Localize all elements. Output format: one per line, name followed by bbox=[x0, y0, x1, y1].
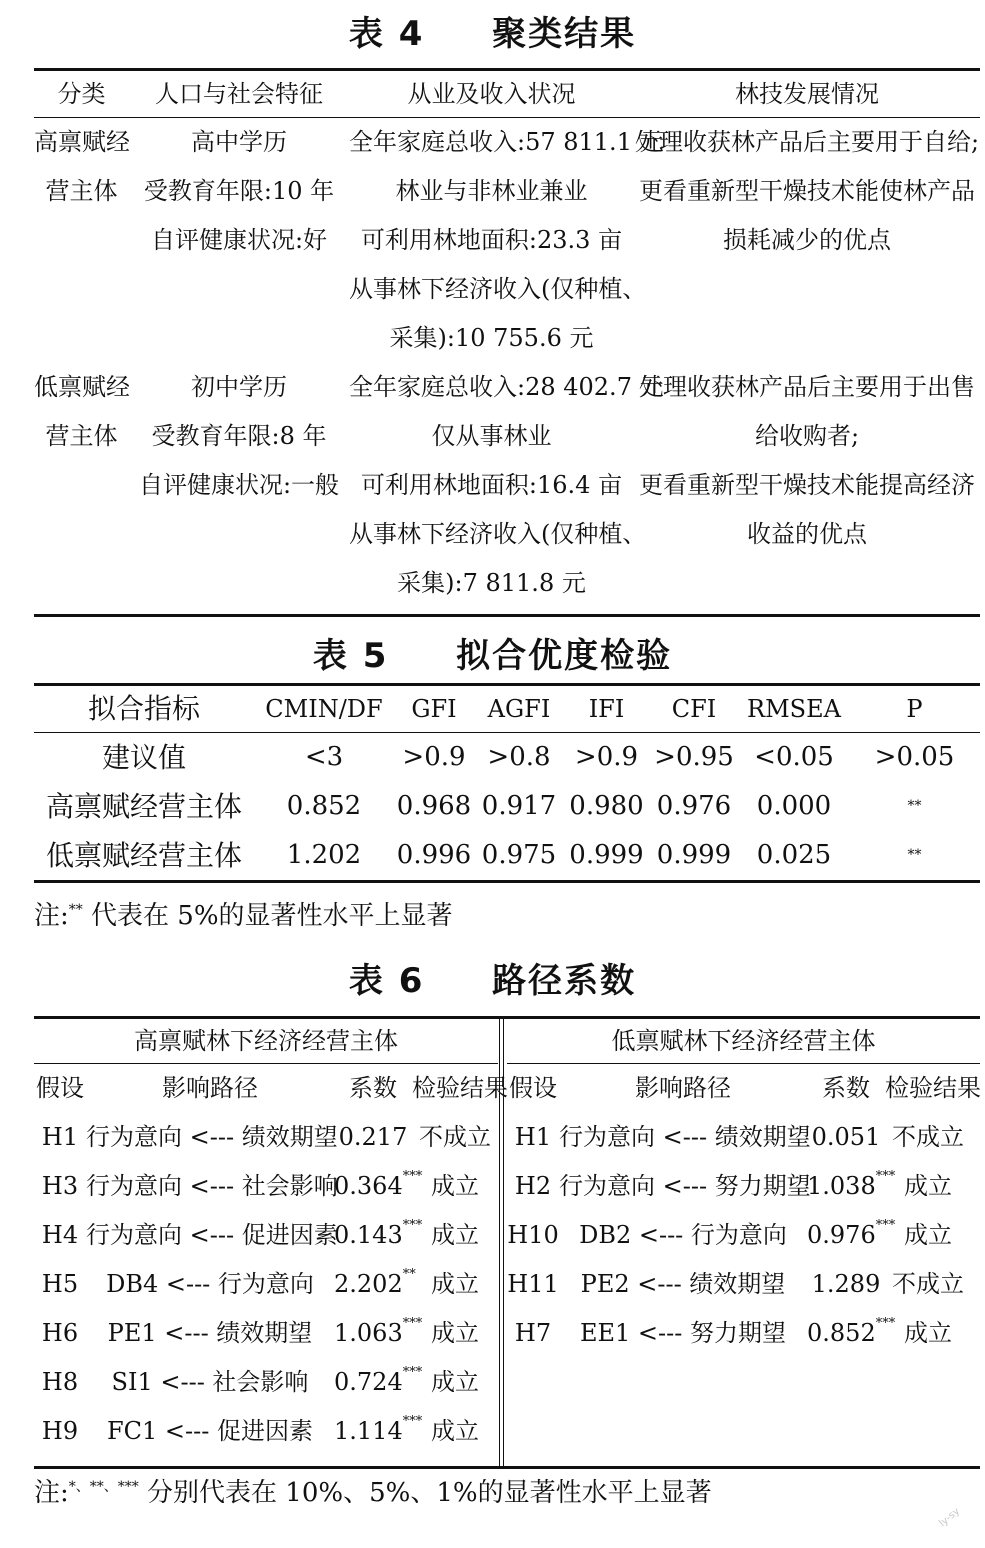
table4-social-item: 初中学历 bbox=[191, 373, 287, 401]
influence-path: PE2 <--- 绩效期望 bbox=[580, 1270, 786, 1298]
coefficient-value: 0.724 bbox=[334, 1368, 403, 1396]
table5-cell: 0.980 bbox=[569, 791, 644, 821]
table6-header-cell: 影响路径 bbox=[635, 1074, 731, 1102]
note-prefix: 注: bbox=[34, 901, 69, 931]
coefficient bbox=[807, 1309, 896, 1358]
table6-header-cell: 系数 bbox=[822, 1074, 870, 1102]
table4-tech-item: 更看重新型干燥技术能提高经济 bbox=[639, 471, 975, 499]
hypothesis-id: H11 bbox=[507, 1270, 559, 1298]
coefficient bbox=[334, 1162, 423, 1211]
test-result: 成立 bbox=[904, 1172, 952, 1200]
significance-stars: *** bbox=[402, 1169, 423, 1184]
significance-stars: *** bbox=[402, 1414, 423, 1429]
coefficient bbox=[807, 1260, 885, 1309]
coefficient-value: 0.217 bbox=[338, 1123, 408, 1151]
coefficient bbox=[807, 1211, 896, 1260]
significance-stars: *** bbox=[402, 1316, 423, 1331]
coefficient-value: 1.289 bbox=[811, 1270, 881, 1298]
influence-path: FC1 <--- 促进因素 bbox=[107, 1417, 313, 1445]
hypothesis-id: H5 bbox=[41, 1270, 79, 1298]
table5 bbox=[34, 683, 980, 883]
table4-tech-item: 更看重新型干燥技术能使林产品 bbox=[639, 177, 975, 205]
table5-cell: 0.999 bbox=[656, 840, 732, 870]
hypothesis-id: H3 bbox=[41, 1172, 79, 1200]
table5-cell: >0.05 bbox=[874, 742, 955, 772]
table5-cell: 0.999 bbox=[569, 840, 644, 870]
table6-row bbox=[507, 1309, 980, 1358]
table6-left-panel bbox=[34, 1019, 508, 1466]
significance-stars: *** bbox=[875, 1169, 896, 1184]
coefficient-value: 1.038 bbox=[807, 1172, 876, 1200]
coefficient-value: 0.976 bbox=[807, 1221, 876, 1249]
table5-title-text: 拟合优度检验 bbox=[456, 636, 673, 676]
table5-header-cell: AGFI bbox=[487, 695, 551, 723]
significance-stars: *** bbox=[402, 1218, 423, 1233]
table6-header-cell: 假设 bbox=[509, 1074, 557, 1102]
table6-header-cell: 检验结果 bbox=[885, 1074, 981, 1102]
table4-bottom-rule bbox=[34, 614, 980, 617]
table6 bbox=[34, 1016, 980, 1469]
table5-header-cell: CMIN/DF bbox=[265, 695, 383, 723]
test-result: 不成立 bbox=[892, 1123, 964, 1151]
table4-income-item: 仅从事林业 bbox=[431, 422, 552, 450]
table6-title-number: 表 6 bbox=[348, 961, 425, 1001]
table4-group-high bbox=[34, 118, 980, 363]
table5-header-cell: 拟合指标 bbox=[87, 692, 200, 725]
table4-header-cell: 从业及收入状况 bbox=[407, 80, 576, 108]
hypothesis-id: H1 bbox=[41, 1123, 79, 1151]
table6-row bbox=[507, 1260, 980, 1309]
test-result: 成立 bbox=[431, 1270, 479, 1298]
coefficient-value: 2.202 bbox=[334, 1270, 403, 1298]
table6-row bbox=[507, 1162, 980, 1211]
table4-category-label: 低禀赋经 bbox=[34, 373, 130, 401]
table4-tech-item: 收益的优点 bbox=[747, 520, 867, 548]
table6-title-text: 路径系数 bbox=[492, 961, 637, 1001]
table5-row-label: 低禀赋经营主体 bbox=[45, 839, 242, 872]
table6-row bbox=[507, 1211, 980, 1260]
table5-title-number: 表 5 bbox=[312, 636, 389, 676]
influence-path: 行为意向 <--- 促进因素 bbox=[86, 1221, 338, 1249]
note-text: 分别代表在 10%、5%、1%的显著性水平上显著 bbox=[138, 1478, 712, 1508]
table5-header-cell: CFI bbox=[671, 695, 717, 723]
table4-income-item: 采集):10 755.6 元 bbox=[389, 324, 594, 352]
coefficient-value: 0.051 bbox=[811, 1123, 881, 1151]
note-text: 代表在 5%的显著性水平上显著 bbox=[82, 901, 453, 931]
table5-cell: 0.917 bbox=[481, 791, 557, 821]
table6-row bbox=[34, 1407, 498, 1456]
table6-column-divider bbox=[499, 1019, 504, 1466]
hypothesis-id: H1 bbox=[514, 1123, 552, 1151]
table4-tech-item: 损耗减少的优点 bbox=[723, 226, 891, 254]
hypothesis-id: H7 bbox=[514, 1319, 552, 1347]
watermark: ly-sy bbox=[937, 1505, 963, 1530]
test-result: 成立 bbox=[431, 1221, 479, 1249]
table4-social-item: 自评健康状况:一般 bbox=[138, 471, 340, 499]
table5-cell: >0.8 bbox=[487, 742, 551, 772]
note-prefix: 注: bbox=[34, 1478, 69, 1508]
hypothesis-id: H6 bbox=[41, 1319, 79, 1347]
table5-header-cell: IFI bbox=[588, 695, 625, 723]
significance-stars: *** bbox=[875, 1316, 896, 1331]
table5-cell: <3 bbox=[304, 742, 344, 772]
coefficient bbox=[334, 1358, 423, 1407]
table4-category-label: 营主体 bbox=[45, 177, 118, 205]
table5-header-cell: GFI bbox=[411, 695, 457, 723]
table4-income-item: 可利用林地面积:16.4 亩 bbox=[360, 471, 623, 499]
table5-row-recommended bbox=[34, 733, 980, 782]
table4-title-text: 聚类结果 bbox=[492, 14, 637, 54]
table6-row bbox=[34, 1358, 498, 1407]
table6-header-row bbox=[507, 1064, 980, 1113]
table4-header-row bbox=[34, 71, 980, 118]
significance-stars: *** bbox=[875, 1218, 896, 1233]
influence-path: DB4 <--- 行为意向 bbox=[106, 1270, 314, 1298]
table4-income-item: 从事林下经济收入(仅种植、 bbox=[349, 520, 647, 548]
table4-category-label: 高禀赋经 bbox=[34, 128, 130, 156]
coefficient bbox=[334, 1407, 423, 1456]
coefficient bbox=[334, 1309, 423, 1358]
influence-path: 行为意向 <--- 绩效期望 bbox=[86, 1123, 338, 1151]
table4-social-item: 自评健康状况:好 bbox=[150, 226, 328, 254]
influence-path: SI1 <--- 社会影响 bbox=[111, 1368, 309, 1396]
table4-income-item: 采集):7 811.8 元 bbox=[397, 569, 586, 597]
table5-cell: >0.9 bbox=[402, 742, 466, 772]
table6-row bbox=[34, 1113, 498, 1162]
coefficient bbox=[334, 1260, 416, 1309]
table5-significance-stars: ** bbox=[907, 798, 922, 814]
table5-header-row bbox=[34, 686, 980, 733]
table4-header-cell: 人口与社会特征 bbox=[155, 80, 323, 108]
table6-row bbox=[34, 1309, 498, 1358]
hypothesis-id: H9 bbox=[41, 1417, 79, 1445]
test-result: 成立 bbox=[431, 1417, 479, 1445]
table4-group-low bbox=[34, 363, 980, 608]
table5-cell: 0.852 bbox=[286, 791, 362, 821]
test-result: 成立 bbox=[431, 1172, 479, 1200]
table5-row-label: 高禀赋经营主体 bbox=[45, 790, 242, 823]
significance-stars: *** bbox=[402, 1365, 423, 1380]
table5-cell: >0.9 bbox=[574, 742, 639, 772]
influence-path: EE1 <--- 努力期望 bbox=[579, 1319, 786, 1347]
coefficient bbox=[334, 1113, 412, 1162]
hypothesis-id: H2 bbox=[514, 1172, 552, 1200]
table5-header-cell: P bbox=[906, 695, 923, 723]
table4-tech-item: 处理收获林产品后主要用于自给; bbox=[634, 128, 980, 156]
coefficient-value: 0.143 bbox=[334, 1221, 403, 1249]
table5-header-cell: RMSEA bbox=[747, 695, 841, 723]
note-stars: *、**、*** bbox=[68, 1479, 139, 1495]
note-stars: ** bbox=[68, 902, 83, 918]
table4-social-item: 受教育年限:10 年 bbox=[143, 177, 335, 205]
coefficient bbox=[807, 1162, 896, 1211]
table5-cell: <0.05 bbox=[754, 742, 834, 772]
test-result: 成立 bbox=[904, 1319, 952, 1347]
hypothesis-id: H4 bbox=[41, 1221, 79, 1249]
influence-path: PE1 <--- 绩效期望 bbox=[107, 1319, 313, 1347]
table6-header-row bbox=[34, 1064, 508, 1113]
hypothesis-id: H8 bbox=[41, 1368, 79, 1396]
table5-row-low bbox=[34, 831, 980, 880]
table5-cell: 0.976 bbox=[656, 791, 732, 821]
table6-title bbox=[0, 953, 985, 999]
table5-cell: 0.996 bbox=[396, 840, 472, 870]
test-result: 成立 bbox=[431, 1368, 479, 1396]
influence-path: 行为意向 <--- 努力期望 bbox=[559, 1172, 811, 1200]
table4-title bbox=[0, 6, 985, 52]
table4-income-item: 可利用林地面积:23.3 亩 bbox=[360, 226, 623, 254]
table6-row bbox=[34, 1162, 498, 1211]
table4-income-item: 全年家庭总收入:57 811.1 元 bbox=[349, 128, 664, 156]
table6-header-cell: 检验结果 bbox=[412, 1074, 508, 1102]
test-result: 不成立 bbox=[892, 1270, 964, 1298]
table5-row-high bbox=[34, 782, 980, 831]
table6-note bbox=[34, 1472, 712, 1509]
table5-cell: 0.025 bbox=[756, 840, 832, 870]
table4 bbox=[34, 68, 980, 617]
table6-row bbox=[34, 1211, 498, 1260]
table4-title-number: 表 4 bbox=[348, 14, 425, 54]
table5-note bbox=[34, 895, 453, 932]
table4-social-item: 高中学历 bbox=[191, 128, 287, 156]
coefficient-value: 0.852 bbox=[807, 1319, 876, 1347]
table5-title bbox=[0, 628, 985, 674]
table6-header-cell: 影响路径 bbox=[162, 1074, 258, 1102]
table5-cell: 0.975 bbox=[481, 840, 557, 870]
test-result: 成立 bbox=[904, 1221, 952, 1249]
significance-stars: ** bbox=[402, 1267, 416, 1282]
table5-cell: >0.95 bbox=[654, 742, 734, 772]
table5-row-label: 建议值 bbox=[101, 741, 186, 774]
table4-income-item: 林业与非林业兼业 bbox=[395, 177, 588, 205]
table6-row bbox=[34, 1260, 498, 1309]
table6-row bbox=[507, 1113, 980, 1162]
table4-header-cell: 林技发展情况 bbox=[735, 80, 879, 108]
coefficient bbox=[334, 1211, 423, 1260]
test-result: 不成立 bbox=[419, 1123, 491, 1151]
table4-income-item: 全年家庭总收入:28 402.7 元 bbox=[349, 373, 664, 401]
table5-cell: 0.000 bbox=[756, 791, 832, 821]
table4-income-item: 从事林下经济收入(仅种植、 bbox=[349, 275, 647, 303]
table4-tech-item: 给收购者; bbox=[754, 422, 860, 450]
table4-social-item: 受教育年限:8 年 bbox=[151, 422, 327, 450]
influence-path: 行为意向 <--- 绩效期望 bbox=[559, 1123, 811, 1151]
table5-bottom-rule bbox=[34, 880, 980, 883]
influence-path: DB2 <--- 行为意向 bbox=[579, 1221, 787, 1249]
coefficient-value: 1.063 bbox=[334, 1319, 403, 1347]
coefficient-value: 0.364 bbox=[334, 1172, 403, 1200]
hypothesis-id: H10 bbox=[507, 1221, 559, 1249]
table4-category-label: 营主体 bbox=[45, 422, 118, 450]
table6-header-cell: 系数 bbox=[349, 1074, 397, 1102]
table4-tech-item: 处理收获林产品后主要用于出售 bbox=[639, 373, 975, 401]
coefficient bbox=[807, 1113, 885, 1162]
influence-path: 行为意向 <--- 社会影响 bbox=[86, 1172, 338, 1200]
table5-significance-stars: ** bbox=[907, 847, 922, 863]
table6-header-cell: 假设 bbox=[36, 1074, 84, 1102]
coefficient-value: 1.114 bbox=[334, 1417, 403, 1445]
table6-group-header: 低禀赋林下经济经营主体 bbox=[507, 1019, 980, 1064]
table6-group-header: 高禀赋林下经济经营主体 bbox=[34, 1019, 498, 1064]
table6-right-panel bbox=[507, 1019, 980, 1466]
table5-cell: 0.968 bbox=[396, 791, 472, 821]
table5-cell: 1.202 bbox=[286, 840, 362, 870]
table4-header-cell: 分类 bbox=[57, 80, 106, 108]
test-result: 成立 bbox=[431, 1319, 479, 1347]
